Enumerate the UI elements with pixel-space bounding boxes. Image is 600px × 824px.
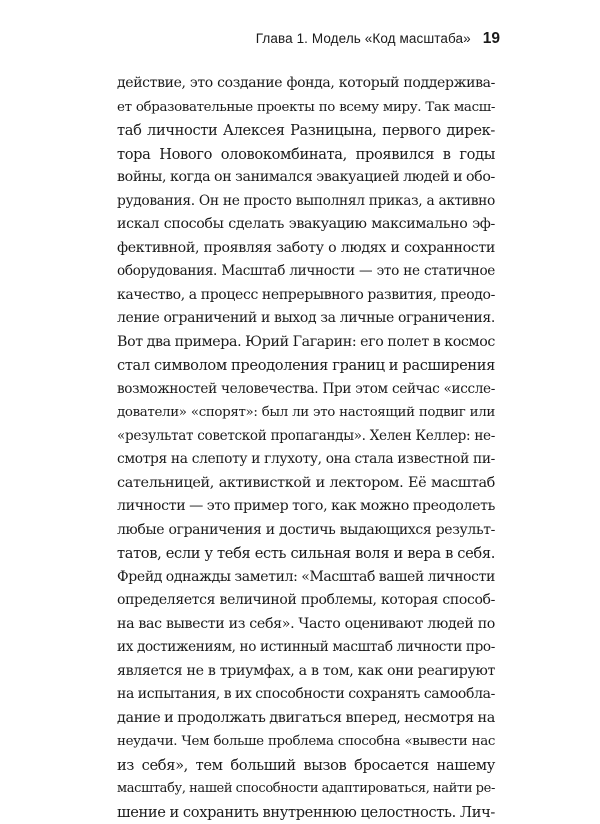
text-line: Фрейд однажды заметил: «Масштаб вашей личности xyxy=(117,566,495,590)
text-line: на вас вывести из себя». Часто оценивают людей по xyxy=(117,613,495,637)
text-line: смотря на слепоту и глухоту, она стала известной пи- xyxy=(117,448,495,472)
running-header xyxy=(100,30,500,52)
text-line: войны, когда он занимался эвакуацией людей и обо- xyxy=(117,166,495,190)
text-line: оборудования. Масштаб личности — это не статичное xyxy=(117,260,495,284)
text-line: дователи» «спорят»: был ли это настоящий подвиг или xyxy=(117,401,495,425)
text-line: из себя», тем больший вызов бросается нашему xyxy=(117,754,495,778)
text-line: действие, это создание фонда, который поддержива- xyxy=(117,72,495,96)
text-line: качество, а процесс непрерывного развития, преодо- xyxy=(117,284,495,308)
text-line: ет образовательные проекты по всему миру. Так масш- xyxy=(117,96,495,120)
text-line: неудачи. Чем больше проблема способна «вывести нас xyxy=(117,730,495,754)
text-line: искал способы сделать эвакуацию максимально эф- xyxy=(117,213,495,237)
text-line: возможностей человечества. При этом сейчас «иссле- xyxy=(117,378,495,402)
text-line: рудования. Он не просто выполнял приказ, а активно xyxy=(117,190,495,214)
text-line: является не в триумфах, а в том, как они реагируют xyxy=(117,660,495,684)
text-line: личности — это пример того, как можно преодолеть xyxy=(117,495,495,519)
text-line: тора Нового оловокомбината, проявился в годы xyxy=(117,143,495,167)
text-line: дание и продолжать двигаться вперед, несмотря на xyxy=(117,707,495,731)
chapter-title: Глава 1. Модель «Код масштаба» xyxy=(256,31,471,46)
text-line: масштабу, нашей способности адаптироваться, найти ре- xyxy=(117,777,495,801)
text-line: фективной, проявляя заботу о людях и сохранности xyxy=(117,237,495,261)
text-line: «результат советской пропаганды». Хелен Келлер: не- xyxy=(117,425,495,449)
page-number: 19 xyxy=(483,30,500,48)
text-line: татов, если у тебя есть сильная воля и вера в себя. xyxy=(117,542,495,566)
text-line: на испытания, в их способности сохранять самообла- xyxy=(117,683,495,707)
text-line: ление ограничений и выход за личные ограничения. xyxy=(117,307,495,331)
text-line: шение и сохранить внутреннюю целостность. Лич- xyxy=(117,801,495,824)
text-line: стал символом преодоления границ и расширения xyxy=(117,354,495,378)
text-line: сательницей, активисткой и лектором. Её масштаб xyxy=(117,472,495,496)
text-line: определяется величиной проблемы, которая способ- xyxy=(117,589,495,613)
text-line: любые ограничения и достичь выдающихся результ- xyxy=(117,519,495,543)
text-line: их достижениям, но истинный масштаб личности про- xyxy=(117,636,495,660)
text-line: Вот два примера. Юрий Гагарин: его полет в космос xyxy=(117,331,495,355)
text-line: таб личности Алексея Разницына, первого дирек- xyxy=(117,119,495,143)
body-text xyxy=(117,72,495,824)
